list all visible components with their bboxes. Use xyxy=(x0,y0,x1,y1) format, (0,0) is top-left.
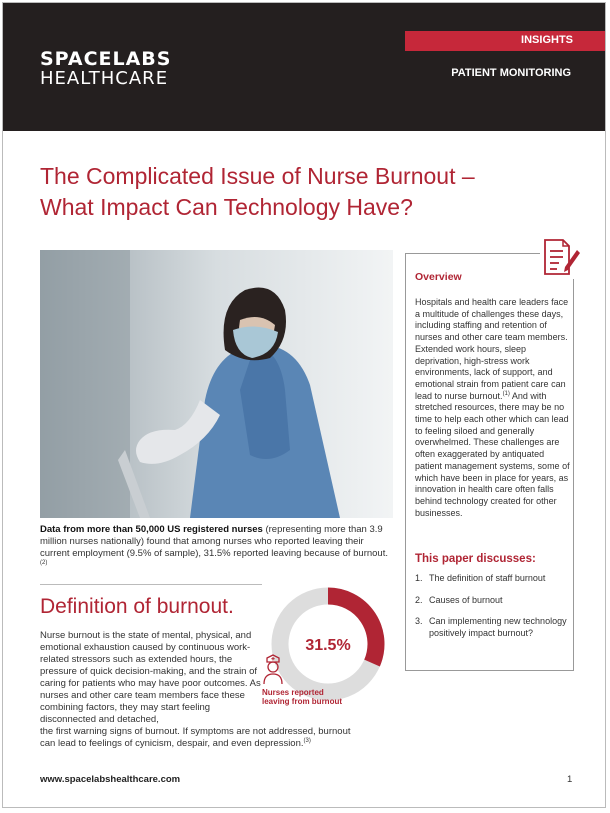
caption-ref: (2) xyxy=(40,559,48,566)
donut-value-label: 31.5% xyxy=(305,637,351,654)
nurse-photo-illustration xyxy=(40,250,393,518)
discusses-list xyxy=(415,573,570,649)
overview-text-2: And with stretched resources, there may be no time to help each other which can lead to feeling siloed and generally overwhelmed. These challenges are often exaggerated by antiquated patient management systems, some of which have been in place for years, as innovation in health care often falls behind technology created for other businesses. xyxy=(415,390,570,518)
spacelabs-logo xyxy=(40,49,171,89)
logo-bottom-text: HEALTHCARE xyxy=(40,68,169,89)
discusses-heading: This paper discusses: xyxy=(415,553,536,565)
caption-text: (representing more than 3.9 million nurses nationally) found that among nurses who reported leaving their current employment (9.5% of sample), 31.5% reported leaving because of burnout. xyxy=(40,524,388,559)
list-item-text: Causes of burnout xyxy=(429,594,503,605)
overview-text-1: Hospitals and health care leaders face a multitude of challenges these days, including staffing and retention of nurses and other care team members. Extended work hours, sleep deprivation, high-stress work environments, lack of support, and emotional strain from patient care can lead to nurse burnout. xyxy=(415,297,569,401)
logo-top-text: SPACELABS xyxy=(40,48,172,70)
list-item-number: 1. xyxy=(415,573,423,583)
overview-heading: Overview xyxy=(415,271,462,283)
section-divider xyxy=(40,584,262,585)
definition-text-wide: the first warning signs of burnout. If symptoms are not addressed, burnout can lead to feelings of cynicism, despair, and even depression. xyxy=(40,726,351,749)
list-item-text: The definition of staff burnout xyxy=(429,573,546,583)
nurse-photo xyxy=(40,250,393,518)
list-item xyxy=(415,573,570,585)
nurse-icon xyxy=(262,653,284,685)
insights-tag xyxy=(405,31,606,51)
title-line-1: The Complicated Issue of Nurse Burnout – xyxy=(40,163,475,189)
definition-heading: Definition of burnout. xyxy=(40,595,234,618)
caption-bold: Data from more than 50,000 US registered nurses xyxy=(40,524,263,535)
list-item-text: Can implementing new technology positively impact burnout? xyxy=(429,616,567,638)
list-item-number: 3. xyxy=(415,616,423,626)
website-link[interactable]: www.spacelabshealthcare.com xyxy=(40,774,181,785)
list-item xyxy=(415,616,570,639)
insights-tag-label: INSIGHTS xyxy=(521,34,573,46)
header-banner xyxy=(3,3,605,131)
list-item-number: 2. xyxy=(415,594,423,605)
overview-ref: (1) xyxy=(502,390,510,397)
list-item xyxy=(415,595,570,607)
definition-ref: (3) xyxy=(303,737,311,744)
page-number: 1 xyxy=(567,774,573,785)
stat-label: Nurses reported leaving from burnout xyxy=(262,688,342,706)
category-label: PATIENT MONITORING xyxy=(451,67,571,79)
definition-text-narrow: Nurse burnout is the state of mental, physical, and emotional exhaustion caused by continuous work-related stressors such as extended hours, the pressure of quick decision-making, and the strain of caring for patients who may have poor outcomes. As nurses and other care team members face these combining factors, they may start feeling disconnected and detached, xyxy=(40,630,261,725)
title-line-2: What Impact Can Technology Have? xyxy=(40,194,413,220)
page-title xyxy=(40,161,580,223)
overview-text xyxy=(415,297,570,519)
burnout-donut-chart xyxy=(270,586,386,702)
document-pen-icon xyxy=(539,236,583,280)
page xyxy=(2,2,606,808)
photo-caption xyxy=(40,524,390,572)
